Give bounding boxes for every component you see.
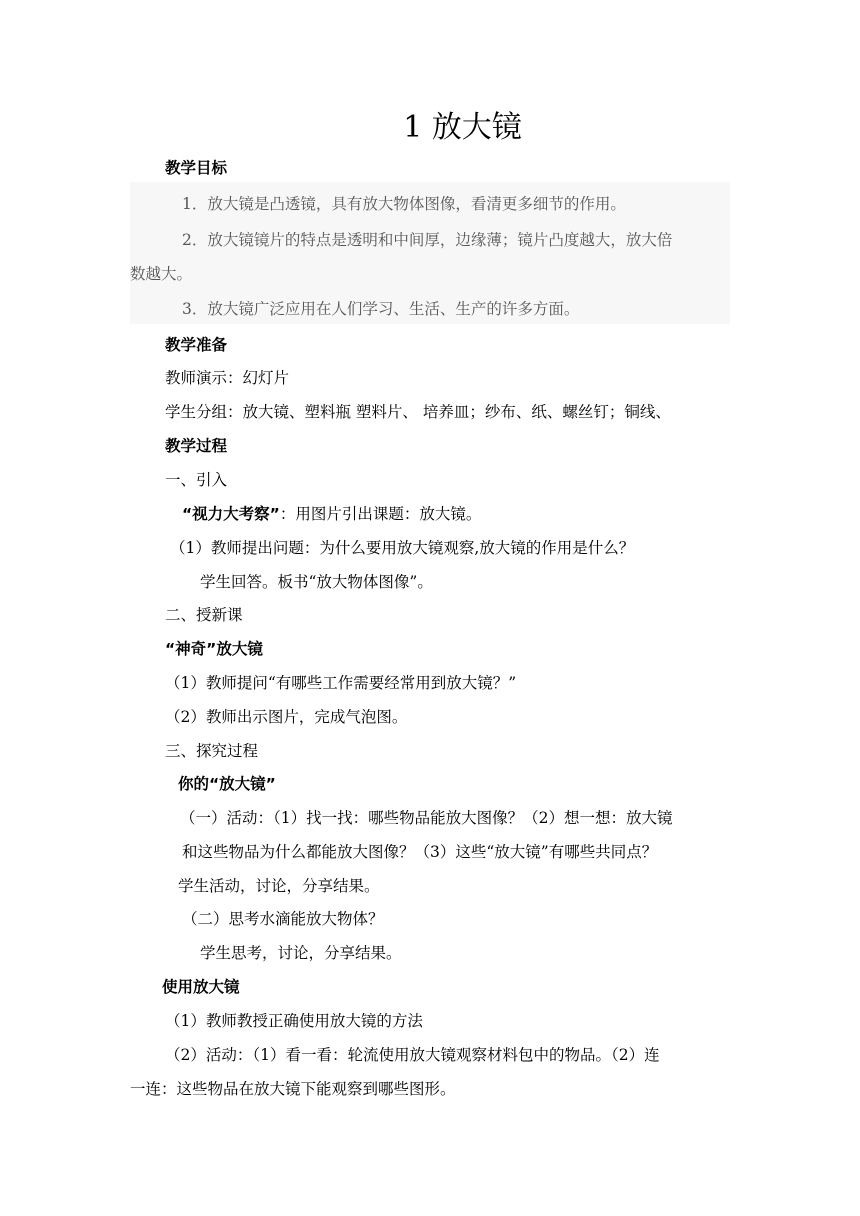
prep-heading: 教学准备	[165, 336, 228, 354]
activity2: （二）思考水滴能放大物体？	[182, 910, 384, 928]
section1-lead	[182, 504, 481, 524]
section2-sub: “神奇”放大镜	[165, 640, 263, 658]
use-heading: 使用放大镜	[162, 978, 240, 996]
prep-students: 学生分组：放大镜、塑料瓶 塑料片、 培养皿；纱布、纸、螺丝钉；铜线、	[165, 403, 671, 421]
section1-question: （1）教师提出问题：为什么要用放大镜观察,放大镜的作用是什么？	[170, 539, 635, 557]
activity2-result: 学生思考，讨论，分享结果。	[200, 944, 402, 962]
section1-lead-bold: “视力大考察”	[182, 505, 280, 523]
prep-teacher: 教师演示：幻灯片	[165, 369, 290, 387]
section1-lead-rest: ：用图片引出课题：放大镜。	[279, 505, 482, 523]
goal-1: 1．放大镜是凸透镜，具有放大物体图像，看清更多细节的作用。	[182, 195, 626, 213]
goals-heading: 教学目标	[165, 159, 228, 177]
activity1-line1: （一）活动：（1）找一找：哪些物品能放大图像？（2）想一想：放大镜	[180, 809, 673, 827]
section1-answer: 学生回答。板书“放大物体图像”。	[200, 573, 433, 591]
goal-2-cont: 数越大。	[130, 265, 193, 283]
section2-heading: 二、授新课	[165, 606, 243, 624]
activity1-line2: 和这些物品为什么都能放大图像？（3）这些“放大镜”有哪些共同点？	[182, 843, 658, 861]
goal-3: 3．放大镜广泛应用在人们学习、生活、生产的许多方面。	[182, 300, 580, 318]
section2-item-1: （1）教师提问“有哪些工作需要经常用到放大镜？”	[165, 674, 517, 692]
section3-heading: 三、探究过程	[165, 742, 259, 760]
use-item-2: （2）活动：（1）看一看：轮流使用放大镜观察材料包中的物品。（2）连	[165, 1046, 660, 1064]
process-heading: 教学过程	[165, 437, 228, 455]
goal-2: 2．放大镜镜片的特点是透明和中间厚，边缘薄；镜片凸度越大，放大倍	[182, 231, 673, 249]
section2-item-2: （2）教师出示图片，完成气泡图。	[165, 708, 408, 726]
use-item-1: （1）教师教授正确使用放大镜的方法	[165, 1012, 423, 1030]
activity1-line3: 学生活动，讨论，分享结果。	[178, 877, 380, 895]
page-title: 1 放大镜	[403, 110, 522, 145]
section3-sub: 你的“放大镜”	[178, 775, 276, 793]
section1-heading: 一、引入	[165, 471, 228, 489]
use-item-2-cont: 一连：这些物品在放大镜下能观察到哪些图形。	[130, 1080, 456, 1098]
